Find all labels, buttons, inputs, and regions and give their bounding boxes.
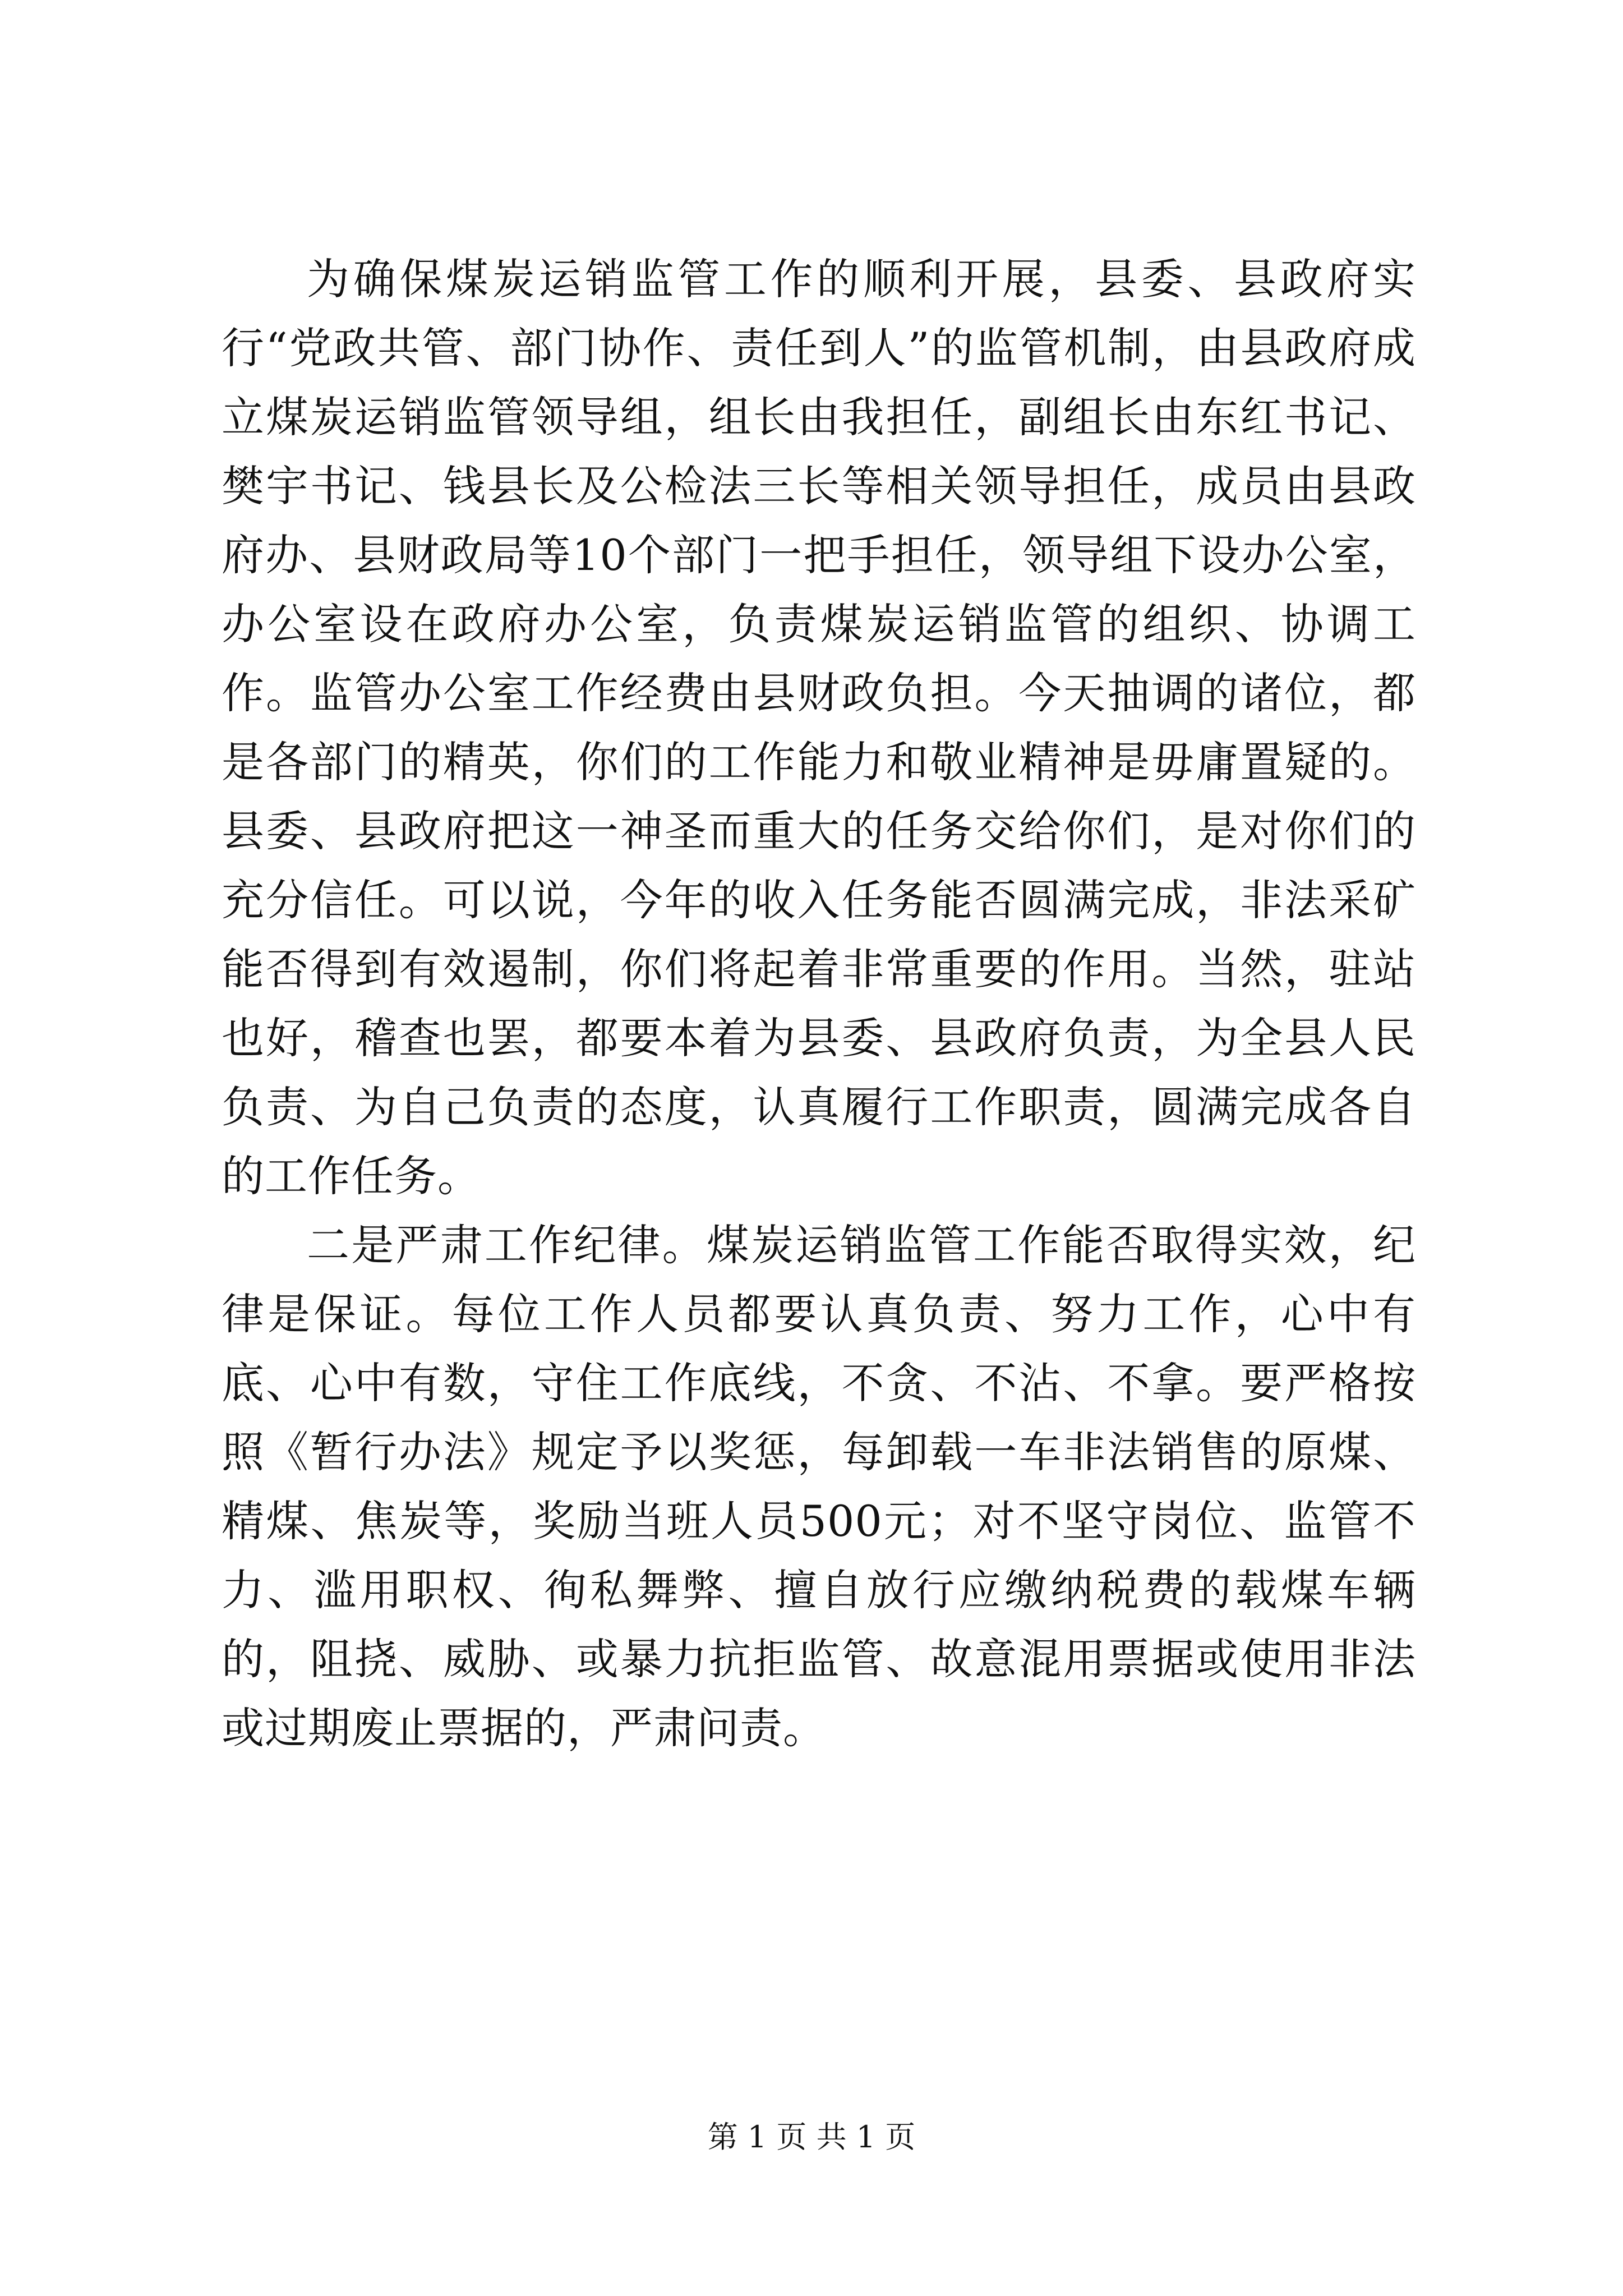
paragraph-2: 二是严肃工作纪律。煤炭运销监管工作能否取得实效，纪律是保证。每位工作人员都要认真负责、努力工作，心中有底、心中有数，守住工作底线，不贪、不沾、不拿。要严格按照《暂行办法》规定予以奖惩，每卸载一车非法销售的原煤、精煤、焦炭等，奖励当班人员500元；对不坚守岗位、监管不力、滥用职权、徇私舞弊、擅自放行应缴纳税费的载煤车辆的，阻挠、威胁、或暴力抗拒监管、故意混用票据或使用非法或过期废止票据的，严肃问责。 (222, 1220, 1416, 1753)
page-footer: 第 1 页 共 1 页 (707, 2119, 916, 2155)
document-body (222, 245, 1416, 1763)
paragraph-1: 为确保煤炭运销监管工作的顺利开展，县委、县政府实行“党政共管、部门协作、责任到人”的监管机制，由县政府成立煤炭运销监管领导组，组长由我担任，副组长由东红书记、樊宇书记、钱县长及公检法三长等相关领导担任，成员由县政府办、县财政局等10个部门一把手担任，领导组下设办公室，办公室设在政府办公室，负责煤炭运销监管的组织、协调工作。监管办公室工作经费由县财政负担。今天抽调的诸位，都是各部门的精英，你们的工作能力和敬业精神是毋庸置疑的。县委、县政府把这一神圣而重大的任务交给你们，是对你们的充分信任。可以说，今年的收入任务能否圆满完成，非法采矿能否得到有效遏制，你们将起着非常重要的作用。当然，驻站也好，稽查也罢，都要本着为县委、县政府负责，为全县人民负责、为自己负责的态度，认真履行工作职责，圆满完成各自的工作任务。 (222, 254, 1416, 1201)
